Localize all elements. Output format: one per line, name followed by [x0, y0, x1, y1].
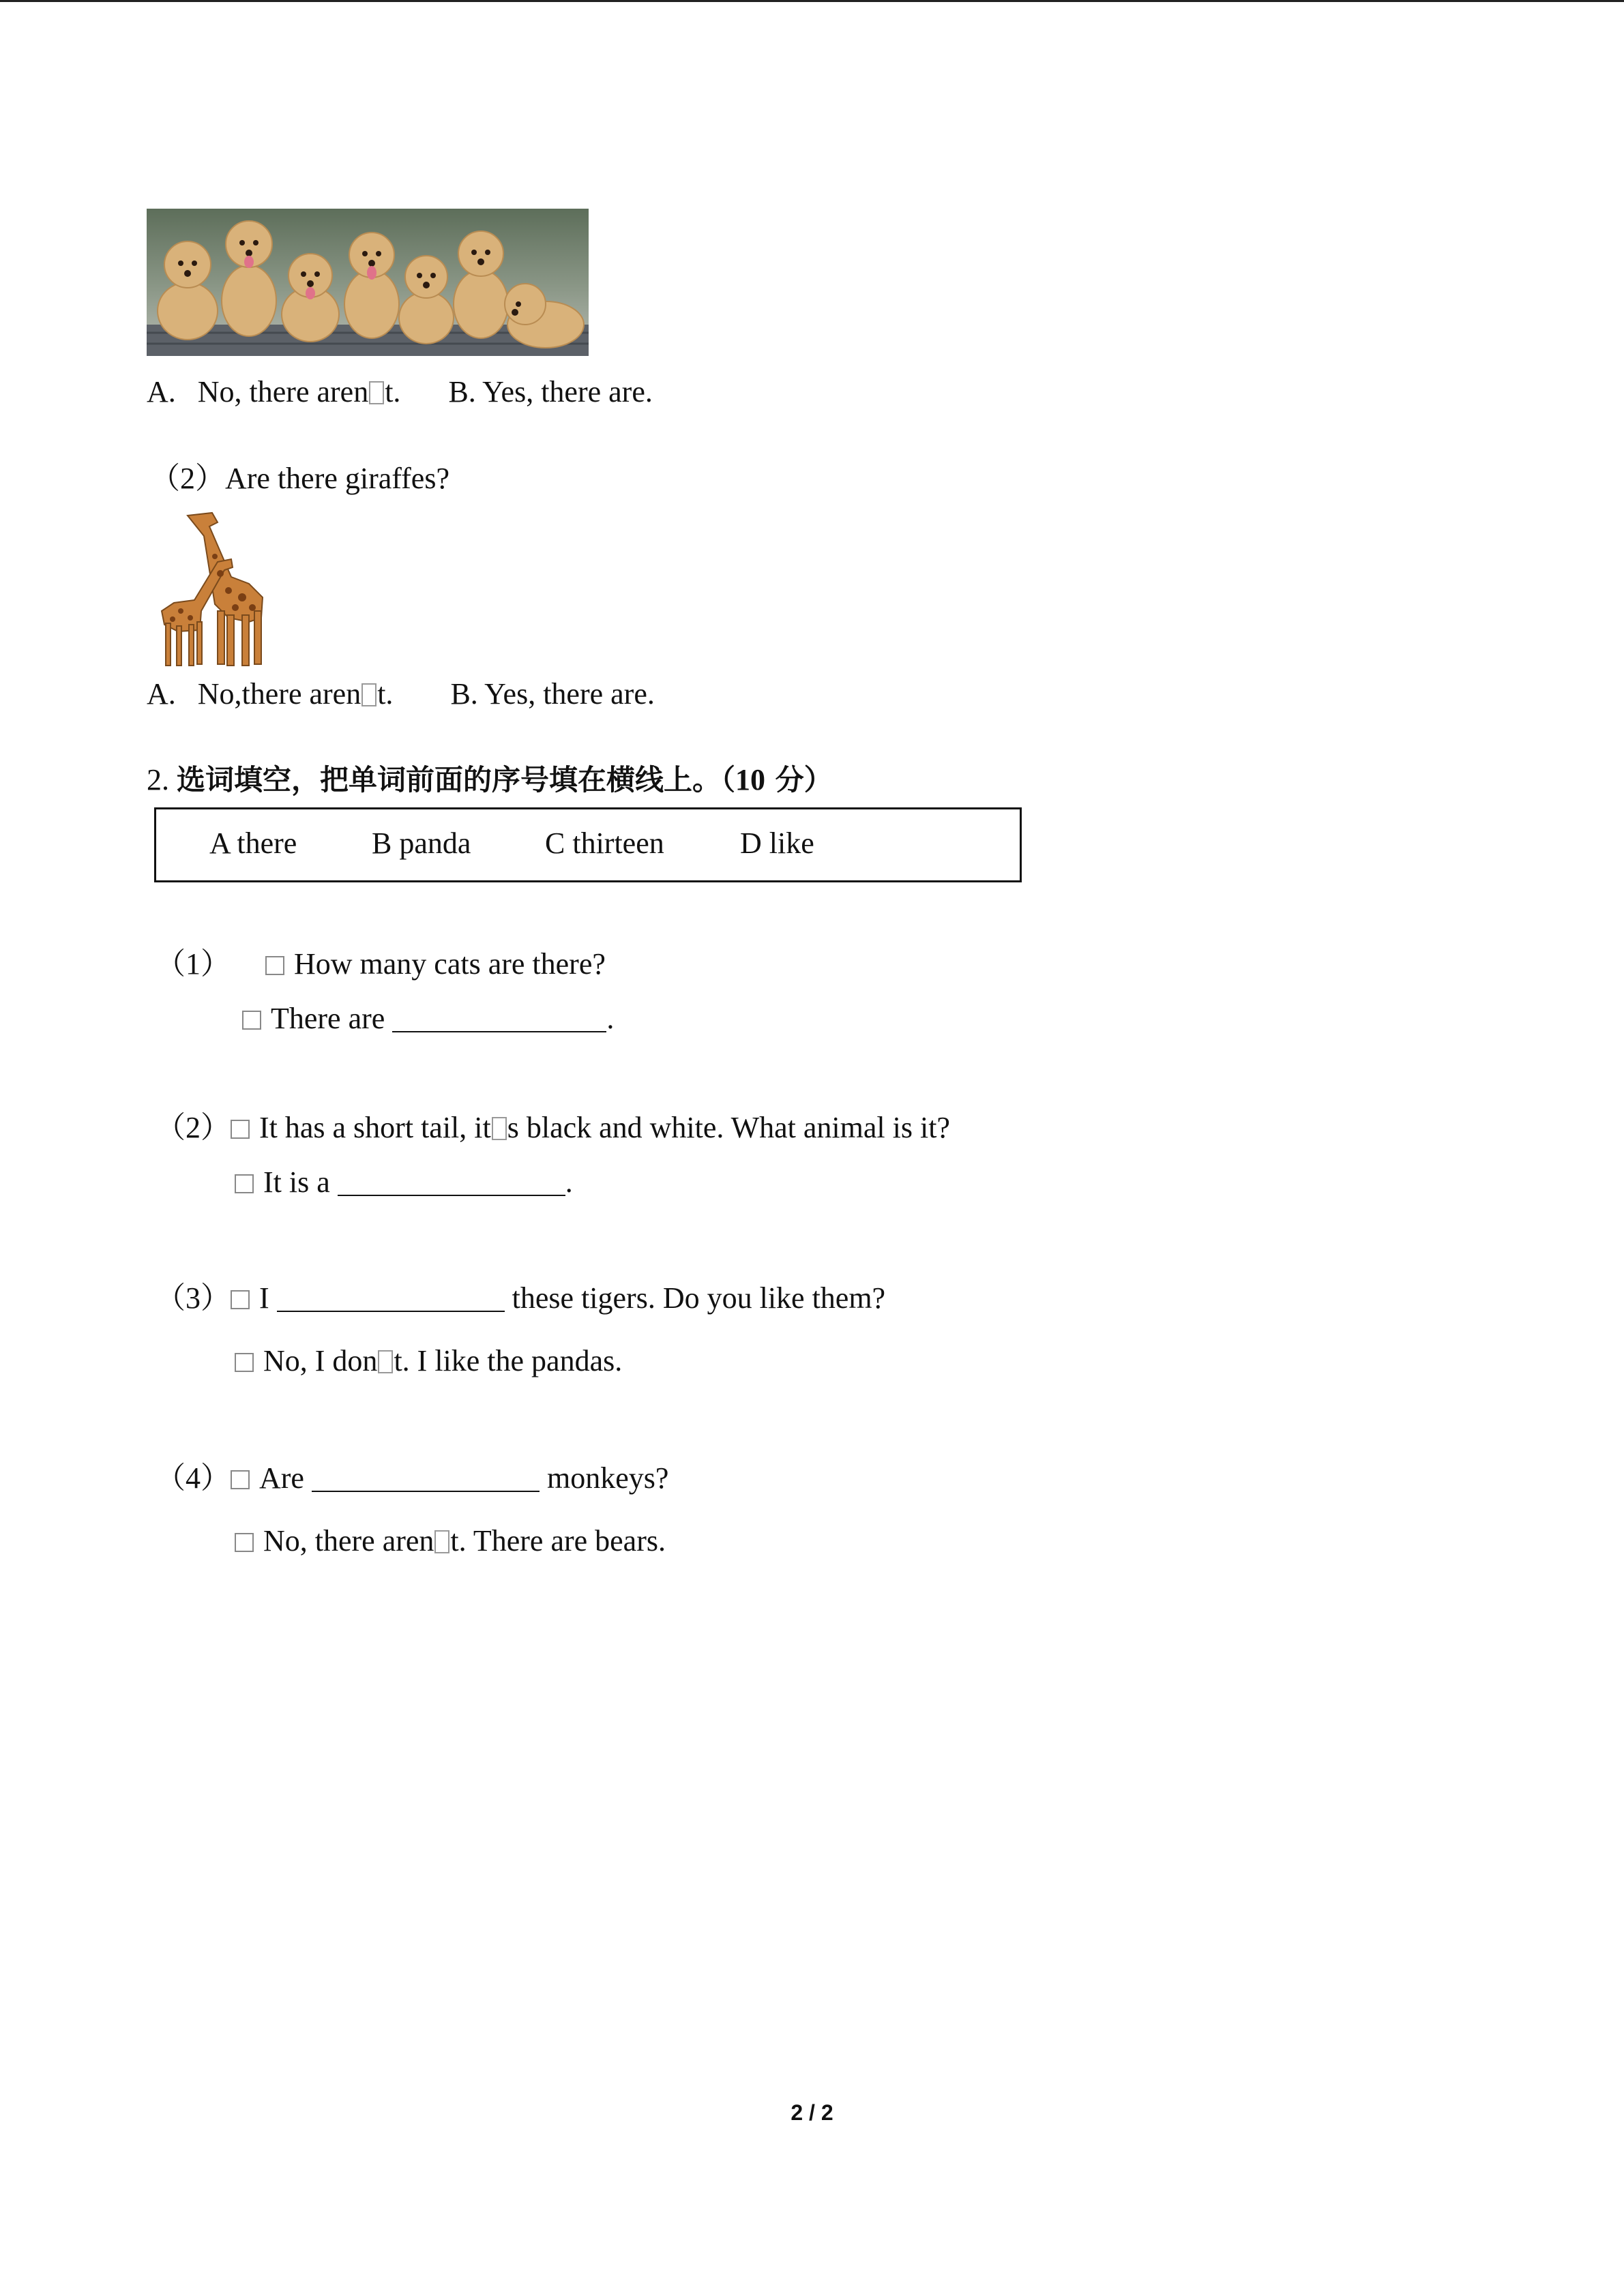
missing-glyph-icon — [361, 683, 377, 706]
missing-glyph-icon — [378, 1350, 393, 1373]
fill-item-1-number: （1） — [156, 947, 231, 981]
q1-options — [147, 374, 653, 410]
fill-item-2-number: （2） — [156, 1111, 231, 1144]
fill-item-3-question-prefix: I — [259, 1281, 269, 1315]
fill-item-2-line-1 — [156, 1110, 950, 1146]
q2-option-a-text: No,there aren — [197, 677, 361, 711]
checkbox-icon — [235, 1353, 254, 1372]
fill-item-4-question-prefix: Are — [259, 1461, 304, 1495]
fill-item-3-question-suffix: these tigers. Do you like them? — [512, 1281, 886, 1315]
answer-blank[interactable] — [312, 1465, 540, 1492]
section-2-title: 选词填空，把单词前面的序号填在横线上。（ — [177, 763, 736, 796]
fill-item-3-reply-a: No, I don — [263, 1344, 378, 1377]
checkbox-icon — [242, 1011, 261, 1030]
fill-item-2-question-a: It has a short tail, it — [259, 1111, 491, 1144]
q2-option-a-label: A. — [147, 677, 176, 711]
fill-item-1-line-2 — [242, 1001, 614, 1037]
q2-number: （2） — [150, 462, 225, 495]
page-number: 2 / 2 — [791, 2100, 833, 2125]
checkbox-icon — [265, 956, 284, 975]
missing-glyph-icon — [369, 381, 384, 404]
q2-question: Are there giraffes? — [225, 462, 449, 495]
fill-item-1-line-1 — [156, 946, 606, 982]
q2-prompt — [150, 461, 449, 496]
answer-blank[interactable] — [392, 1005, 606, 1032]
giraffes-photo — [147, 509, 314, 670]
q2-option-b-text: Yes, there are. — [484, 677, 655, 711]
checkbox-icon — [231, 1470, 250, 1489]
puppies-photo — [147, 209, 589, 356]
fill-item-1-answer-suffix: . — [606, 1002, 615, 1035]
section-2-points: 10 — [735, 763, 766, 796]
q1-option-b-text: Yes, there are. — [482, 375, 653, 408]
missing-glyph-icon — [434, 1530, 449, 1553]
q2-options — [147, 676, 655, 712]
checkbox-icon — [231, 1120, 250, 1139]
fill-item-3-line-1 — [156, 1281, 885, 1316]
answer-blank[interactable] — [277, 1285, 505, 1312]
fill-item-4-reply-b: t. There are bears. — [450, 1524, 666, 1557]
section-2-points-suffix: 分） — [775, 763, 833, 796]
missing-glyph-icon — [492, 1117, 507, 1140]
fill-item-4-question-suffix: monkeys? — [546, 1461, 669, 1495]
q1-option-a-tail: t. — [385, 375, 401, 408]
section-2-heading — [147, 762, 833, 798]
q1-option-b-label: B. — [448, 375, 476, 408]
word-bank-item: A there — [209, 826, 297, 860]
fill-item-1-answer-prefix: There are — [271, 1002, 385, 1035]
checkbox-icon — [235, 1533, 254, 1552]
fill-item-4-line-1 — [156, 1461, 668, 1496]
q2-option-a-tail: t. — [377, 677, 394, 711]
fill-item-2-answer-prefix: It is a — [263, 1165, 330, 1199]
section-2-number: 2. — [147, 763, 169, 796]
fill-item-2-line-2 — [235, 1165, 573, 1200]
fill-item-2-question-b: s black and white. What animal is it? — [507, 1111, 950, 1144]
fill-item-3-line-2 — [235, 1343, 622, 1379]
fill-item-3-reply-b: t. I like the pandas. — [394, 1344, 623, 1377]
fill-item-2-answer-suffix: . — [565, 1165, 573, 1199]
q2-option-b-label: B. — [450, 677, 478, 711]
fill-item-4-reply-a: No, there aren — [263, 1524, 434, 1557]
page-top-border — [0, 0, 1624, 2]
word-bank-box — [154, 807, 1022, 882]
fill-item-4-number: （4） — [156, 1461, 231, 1495]
q1-option-a-text: No, there aren — [197, 375, 369, 408]
checkbox-icon — [231, 1290, 250, 1309]
word-bank-item: B panda — [372, 826, 471, 860]
fill-item-4-line-2 — [235, 1523, 666, 1559]
word-bank-item: D like — [740, 826, 814, 860]
fill-item-3-number: （3） — [156, 1281, 231, 1315]
q1-option-a-label: A. — [147, 375, 176, 408]
word-bank-item: C thirteen — [545, 826, 664, 860]
answer-blank[interactable] — [338, 1169, 565, 1196]
checkbox-icon — [235, 1174, 254, 1193]
fill-item-1-question: How many cats are there? — [294, 947, 606, 981]
